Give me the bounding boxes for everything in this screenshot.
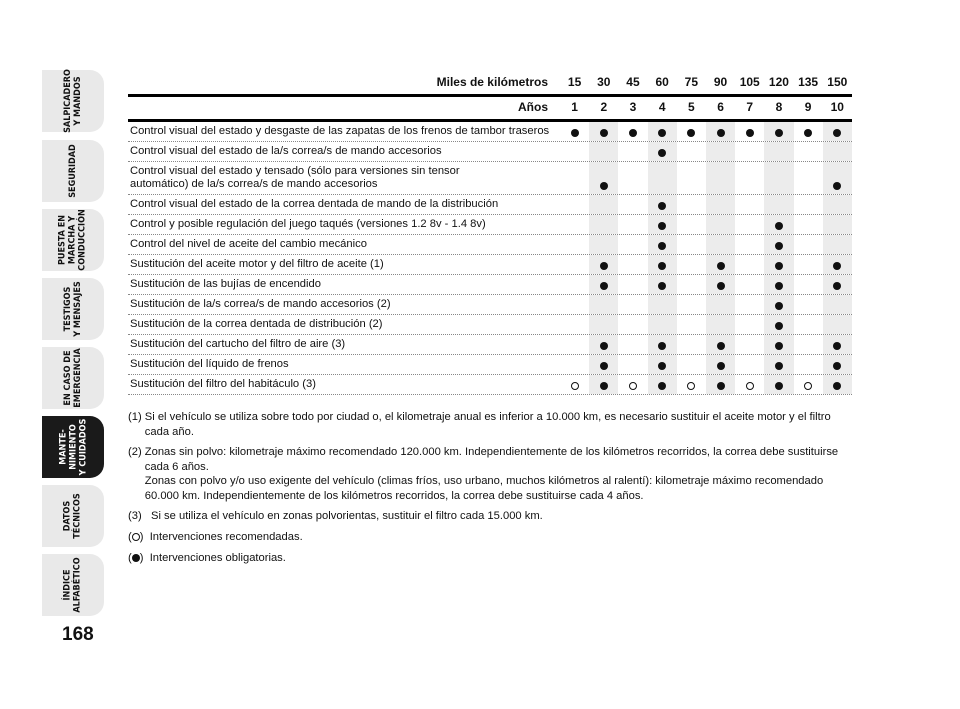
header-cell: 150 xyxy=(827,75,848,89)
schedule-cell xyxy=(764,275,793,294)
ring-icon xyxy=(132,533,140,541)
schedule-cell xyxy=(560,275,589,294)
schedule-cell xyxy=(648,122,677,141)
header-cell: 45 xyxy=(626,75,640,89)
schedule-cell xyxy=(706,195,735,214)
row-cells xyxy=(560,335,852,354)
header-km-label: Miles de kilómetros xyxy=(436,75,548,89)
table-row xyxy=(128,162,852,195)
schedule-cell xyxy=(706,255,735,274)
side-tab[interactable] xyxy=(42,347,104,409)
schedule-cell xyxy=(618,142,647,161)
row-label: Sustitución de la/s correa/s de mando accesorios (2) xyxy=(130,298,391,310)
mandatory-dot-icon xyxy=(833,262,841,270)
schedule-cell xyxy=(589,355,618,374)
mandatory-dot-icon xyxy=(775,322,783,330)
side-tab[interactable] xyxy=(42,209,104,271)
schedule-cell xyxy=(677,295,706,314)
mandatory-dot-icon xyxy=(658,262,666,270)
mandatory-dot-icon xyxy=(775,342,783,350)
recommended-ring-icon xyxy=(687,382,695,390)
header-cell: 7 xyxy=(746,100,754,114)
mandatory-dot-icon xyxy=(775,242,783,250)
schedule-cell xyxy=(618,255,647,274)
schedule-cell xyxy=(823,162,852,194)
table-row xyxy=(128,315,852,335)
schedule-cell xyxy=(589,375,618,394)
schedule-cell xyxy=(589,142,618,161)
schedule-cell xyxy=(589,315,618,334)
mandatory-dot-icon xyxy=(658,242,666,250)
schedule-cell xyxy=(589,162,618,194)
side-tab-label: DATOS TÉCNICOS xyxy=(62,493,83,539)
recommended-ring-icon xyxy=(804,382,812,390)
schedule-cell xyxy=(794,335,823,354)
row-label: Control visual del estado y tensado (sólo para versiones sin tensor automático) de la/s correa/s de mando accesorios xyxy=(130,165,460,190)
schedule-cell xyxy=(706,375,735,394)
footnote-number: (3) xyxy=(128,510,151,522)
side-tab-label: SEGURIDAD xyxy=(67,144,78,198)
row-label: Sustitución de las bujías de encendido xyxy=(130,278,321,290)
header-cell: 3 xyxy=(629,100,637,114)
footnote-text: Zonas sin polvo: kilometraje máximo recomendado 120.000 km. Independientemente de los kilómetros recorridos, la correa debe sustituirse cada 6 años. xyxy=(144,446,839,473)
schedule-cell xyxy=(648,235,677,254)
schedule-cell xyxy=(560,255,589,274)
header-cell: 75 xyxy=(684,75,699,89)
schedule-cell xyxy=(823,215,852,234)
row-label: Sustitución del líquido de frenos xyxy=(130,358,289,370)
mandatory-dot-icon xyxy=(833,382,841,390)
recommended-ring-icon xyxy=(629,382,637,390)
table-row xyxy=(128,142,852,162)
mandatory-dot-icon xyxy=(775,129,783,137)
mandatory-dot-icon xyxy=(658,342,666,350)
footnote-text: Zonas con polvo y/o uso exigente del vehículo (climas fríos, uso urbano, muchos kilómetros al ralentí): kilometraje máximo recomendado 60.000 km. Independientemente de los kilómetros recorridos, la correa debe sustituirse cada 4 años. xyxy=(144,475,824,502)
schedule-cell xyxy=(560,215,589,234)
schedule-cell xyxy=(677,255,706,274)
schedule-cell xyxy=(794,355,823,374)
mandatory-dot-icon xyxy=(833,182,841,190)
mandatory-dot-icon xyxy=(717,382,725,390)
mandatory-dot-icon xyxy=(629,129,637,137)
schedule-cell xyxy=(794,295,823,314)
table-row xyxy=(128,255,852,275)
mandatory-dot-icon xyxy=(658,362,666,370)
schedule-cell xyxy=(589,235,618,254)
mandatory-dot-icon xyxy=(833,282,841,290)
schedule-cell xyxy=(648,195,677,214)
mandatory-dot-icon xyxy=(717,129,725,137)
schedule-cell xyxy=(794,315,823,334)
schedule-cell xyxy=(589,255,618,274)
schedule-cell xyxy=(648,355,677,374)
mandatory-dot-icon xyxy=(775,262,783,270)
schedule-cell xyxy=(794,122,823,141)
table-row xyxy=(128,215,852,235)
row-cells xyxy=(560,275,852,294)
row-cells xyxy=(560,215,852,234)
mandatory-dot-icon xyxy=(658,202,666,210)
schedule-cell xyxy=(794,195,823,214)
side-tab-label: EN CASO DE EMERGENCIA xyxy=(62,348,83,408)
schedule-cell xyxy=(560,235,589,254)
schedule-cell xyxy=(677,315,706,334)
schedule-cell xyxy=(764,295,793,314)
table-body xyxy=(128,122,852,395)
table-row xyxy=(128,295,852,315)
row-cells xyxy=(560,162,852,194)
row-cells xyxy=(560,315,852,334)
schedule-cell xyxy=(618,215,647,234)
side-tab-label: SALPICADERO Y MANDOS xyxy=(63,69,84,133)
header-cell: 1 xyxy=(571,100,578,114)
row-label: Control visual del estado de la/s correa/s de mando accesorios xyxy=(130,145,442,157)
recommended-ring-icon xyxy=(746,382,754,390)
footnote xyxy=(128,410,848,439)
schedule-cell xyxy=(618,295,647,314)
row-label: Control visual del estado y desgaste de las zapatas de los frenos de tambor traseros xyxy=(130,125,550,137)
legend-recommended: ( ) Intervenciones recomendadas. xyxy=(128,530,303,543)
schedule-cell xyxy=(764,142,793,161)
mandatory-dot-icon xyxy=(717,362,725,370)
mandatory-dot-icon xyxy=(600,282,608,290)
row-label: Sustitución de la correa dentada de distribución (2) xyxy=(130,318,383,330)
mandatory-dot-icon xyxy=(658,282,666,290)
mandatory-dot-icon xyxy=(658,129,666,137)
footnote-text-block xyxy=(145,410,848,439)
schedule-cell xyxy=(823,235,852,254)
schedule-cell xyxy=(823,275,852,294)
footnotes xyxy=(128,410,848,573)
schedule-cell xyxy=(706,315,735,334)
schedule-cell xyxy=(735,142,764,161)
table-row xyxy=(128,235,852,255)
schedule-cell xyxy=(735,235,764,254)
schedule-cell xyxy=(735,122,764,141)
schedule-cell xyxy=(794,235,823,254)
schedule-cell xyxy=(648,255,677,274)
schedule-cell xyxy=(618,195,647,214)
schedule-cell xyxy=(794,275,823,294)
side-tab[interactable] xyxy=(42,416,104,478)
header-km-row xyxy=(128,72,852,92)
footnote xyxy=(128,445,848,503)
schedule-cell xyxy=(794,142,823,161)
schedule-cell xyxy=(560,335,589,354)
row-cells xyxy=(560,375,852,394)
schedule-cell xyxy=(823,375,852,394)
side-tab[interactable] xyxy=(42,278,104,340)
schedule-cell xyxy=(735,295,764,314)
schedule-cell xyxy=(648,275,677,294)
side-tab-label: MANTE- NIMIENTO Y CUIDADOS xyxy=(57,418,88,476)
header-cell: 6 xyxy=(717,100,724,114)
header-cell: 4 xyxy=(658,100,666,114)
schedule-cell xyxy=(706,235,735,254)
schedule-cell xyxy=(618,355,647,374)
schedule-cell xyxy=(648,295,677,314)
schedule-cell xyxy=(560,122,589,141)
recommended-ring-icon xyxy=(571,382,579,390)
schedule-cell xyxy=(648,315,677,334)
side-tab[interactable] xyxy=(42,70,104,132)
mandatory-dot-icon xyxy=(658,149,666,157)
schedule-cell xyxy=(560,375,589,394)
schedule-cell xyxy=(764,355,793,374)
mandatory-dot-icon xyxy=(687,129,695,137)
header-cell: 120 xyxy=(768,75,789,89)
schedule-cell xyxy=(648,162,677,194)
mandatory-dot-icon xyxy=(775,362,783,370)
schedule-cell xyxy=(706,335,735,354)
row-label: Control del nivel de aceite del cambio mecánico xyxy=(130,238,367,250)
mandatory-dot-icon xyxy=(600,182,608,190)
schedule-cell xyxy=(618,315,647,334)
schedule-cell xyxy=(618,275,647,294)
mandatory-dot-icon xyxy=(833,342,841,350)
schedule-cell xyxy=(764,335,793,354)
schedule-cell xyxy=(648,142,677,161)
schedule-cell xyxy=(764,162,793,194)
legend-mandatory-text: Intervenciones obligatorias. xyxy=(149,552,286,564)
table-row xyxy=(128,275,852,295)
header-cell: 5 xyxy=(688,100,695,114)
schedule-cell xyxy=(560,315,589,334)
table-row xyxy=(128,375,852,395)
schedule-cell xyxy=(560,355,589,374)
schedule-cell xyxy=(764,195,793,214)
mandatory-dot-icon xyxy=(600,129,608,137)
dot-icon xyxy=(132,554,140,562)
mandatory-dot-icon xyxy=(600,362,608,370)
schedule-cell xyxy=(648,375,677,394)
header-cell: 9 xyxy=(804,100,812,114)
schedule-cell xyxy=(764,215,793,234)
footnote-number: (2) xyxy=(128,446,145,458)
schedule-cell xyxy=(677,142,706,161)
header-cell: 30 xyxy=(597,75,611,89)
header-years-label: Años xyxy=(518,100,548,114)
header-years-cells xyxy=(560,97,852,117)
schedule-cell xyxy=(677,162,706,194)
schedule-cell xyxy=(823,335,852,354)
header-cell: 10 xyxy=(830,100,844,114)
schedule-cell xyxy=(764,235,793,254)
schedule-cell xyxy=(677,275,706,294)
mandatory-dot-icon xyxy=(833,362,841,370)
schedule-cell xyxy=(677,235,706,254)
header-cell: 105 xyxy=(739,75,760,89)
mandatory-dot-icon xyxy=(717,262,725,270)
schedule-cell xyxy=(677,355,706,374)
schedule-cell xyxy=(706,162,735,194)
schedule-cell xyxy=(735,375,764,394)
schedule-cell xyxy=(706,275,735,294)
row-cells xyxy=(560,235,852,254)
table-row xyxy=(128,122,852,142)
mandatory-dot-icon xyxy=(804,129,812,137)
schedule-cell xyxy=(735,335,764,354)
side-tab[interactable] xyxy=(42,485,104,547)
mandatory-dot-icon xyxy=(775,282,783,290)
mandatory-dot-icon xyxy=(658,222,666,230)
schedule-cell xyxy=(823,315,852,334)
footnote-text: Si el vehículo se utiliza sobre todo por ciudad o, el kilometraje anual es inferior a 10.000 km, es necesario sustituir el aceite motor y el filtro cada año. xyxy=(144,411,831,438)
schedule-cell xyxy=(648,335,677,354)
schedule-cell xyxy=(618,235,647,254)
footnote xyxy=(128,509,848,524)
side-tab-label: TESTIGOS Y MENSAJES xyxy=(63,281,83,337)
schedule-cell xyxy=(794,215,823,234)
side-tab[interactable] xyxy=(42,554,104,616)
schedule-cell xyxy=(677,375,706,394)
mandatory-dot-icon xyxy=(746,129,754,137)
schedule-cell xyxy=(823,355,852,374)
schedule-cell xyxy=(589,335,618,354)
schedule-cell xyxy=(618,335,647,354)
row-cells xyxy=(560,295,852,314)
schedule-cell xyxy=(794,255,823,274)
row-label: Sustitución del filtro del habitáculo (3) xyxy=(130,378,316,390)
header-cell: 8 xyxy=(775,100,783,114)
mandatory-dot-icon xyxy=(775,302,783,310)
schedule-cell xyxy=(735,215,764,234)
header-years-row xyxy=(128,97,852,117)
mandatory-dot-icon xyxy=(600,342,608,350)
table-row xyxy=(128,355,852,375)
schedule-cell xyxy=(706,215,735,234)
schedule-cell xyxy=(677,215,706,234)
schedule-cell xyxy=(560,195,589,214)
legend-recommended-text: Intervenciones recomendadas. xyxy=(149,530,303,543)
header-km-cells xyxy=(560,72,852,92)
mandatory-dot-icon xyxy=(600,382,608,390)
note-list xyxy=(128,410,848,524)
footnote-number: (1) xyxy=(128,411,145,423)
row-label: Sustitución del cartucho del filtro de aire (3) xyxy=(130,338,346,350)
schedule-cell xyxy=(589,215,618,234)
mandatory-dot-icon xyxy=(775,382,783,390)
schedule-cell xyxy=(648,215,677,234)
schedule-cell xyxy=(735,162,764,194)
row-cells xyxy=(560,255,852,274)
row-cells xyxy=(560,355,852,374)
header-cell: 90 xyxy=(713,75,728,89)
mandatory-dot-icon xyxy=(600,262,608,270)
schedule-cell xyxy=(764,315,793,334)
schedule-cell xyxy=(589,295,618,314)
row-cells xyxy=(560,122,852,141)
schedule-cell xyxy=(589,275,618,294)
mandatory-dot-icon xyxy=(571,129,579,137)
header-cell: 60 xyxy=(655,75,669,89)
schedule-cell xyxy=(823,255,852,274)
schedule-cell xyxy=(735,255,764,274)
row-label: Sustitución del aceite motor y del filtro de aceite (1) xyxy=(130,258,384,270)
schedule-cell xyxy=(735,275,764,294)
schedule-cell xyxy=(794,375,823,394)
mandatory-dot-icon xyxy=(658,382,666,390)
table-row xyxy=(128,335,852,355)
header-cell: 135 xyxy=(798,75,819,89)
schedule-cell xyxy=(823,295,852,314)
row-label: Control y posible regulación del juego taqués (versiones 1.2 8v - 1.4 8v) xyxy=(130,218,486,230)
schedule-cell xyxy=(735,315,764,334)
schedule-cell xyxy=(618,122,647,141)
row-cells xyxy=(560,142,852,161)
schedule-cell xyxy=(735,355,764,374)
table-row xyxy=(128,195,852,215)
schedule-cell xyxy=(618,375,647,394)
mandatory-dot-icon xyxy=(833,129,841,137)
schedule-cell xyxy=(794,162,823,194)
row-cells xyxy=(560,195,852,214)
schedule-cell xyxy=(764,375,793,394)
side-tab-label: ÍNDICE ALFABÉTICO xyxy=(62,557,83,613)
schedule-cell xyxy=(589,195,618,214)
legend-mandatory: ( ) Intervenciones obligatorias. xyxy=(128,552,286,564)
page-number: 168 xyxy=(62,624,94,645)
side-tab-label: PUESTA EN MARCHA Y CONDUCCIÓN xyxy=(57,209,88,271)
schedule-cell xyxy=(677,122,706,141)
schedule-cell xyxy=(764,122,793,141)
schedule-cell xyxy=(735,195,764,214)
header-cell: 2 xyxy=(600,100,608,114)
schedule-cell xyxy=(560,162,589,194)
schedule-cell xyxy=(706,122,735,141)
schedule-cell xyxy=(677,335,706,354)
schedule-cell xyxy=(589,122,618,141)
schedule-cell xyxy=(560,295,589,314)
schedule-cell xyxy=(764,255,793,274)
maintenance-table xyxy=(128,72,852,395)
header-cell: 15 xyxy=(567,75,582,89)
schedule-cell xyxy=(560,142,589,161)
footnote-text-block xyxy=(151,509,848,524)
schedule-cell xyxy=(706,295,735,314)
mandatory-dot-icon xyxy=(717,342,725,350)
footnote-text-block xyxy=(145,445,848,503)
schedule-cell xyxy=(823,142,852,161)
schedule-cell xyxy=(706,142,735,161)
schedule-cell xyxy=(618,162,647,194)
side-tab[interactable] xyxy=(42,140,104,202)
mandatory-dot-icon xyxy=(717,282,725,290)
schedule-cell xyxy=(677,195,706,214)
schedule-cell xyxy=(823,122,852,141)
row-label: Control visual del estado de la correa dentada de mando de la distribución xyxy=(130,198,499,210)
schedule-cell xyxy=(706,355,735,374)
footnote-text: Si se utiliza el vehículo en zonas polvorientas, sustituir el filtro cada 15.000 km. xyxy=(151,510,543,522)
mandatory-dot-icon xyxy=(775,222,783,230)
schedule-cell xyxy=(823,195,852,214)
